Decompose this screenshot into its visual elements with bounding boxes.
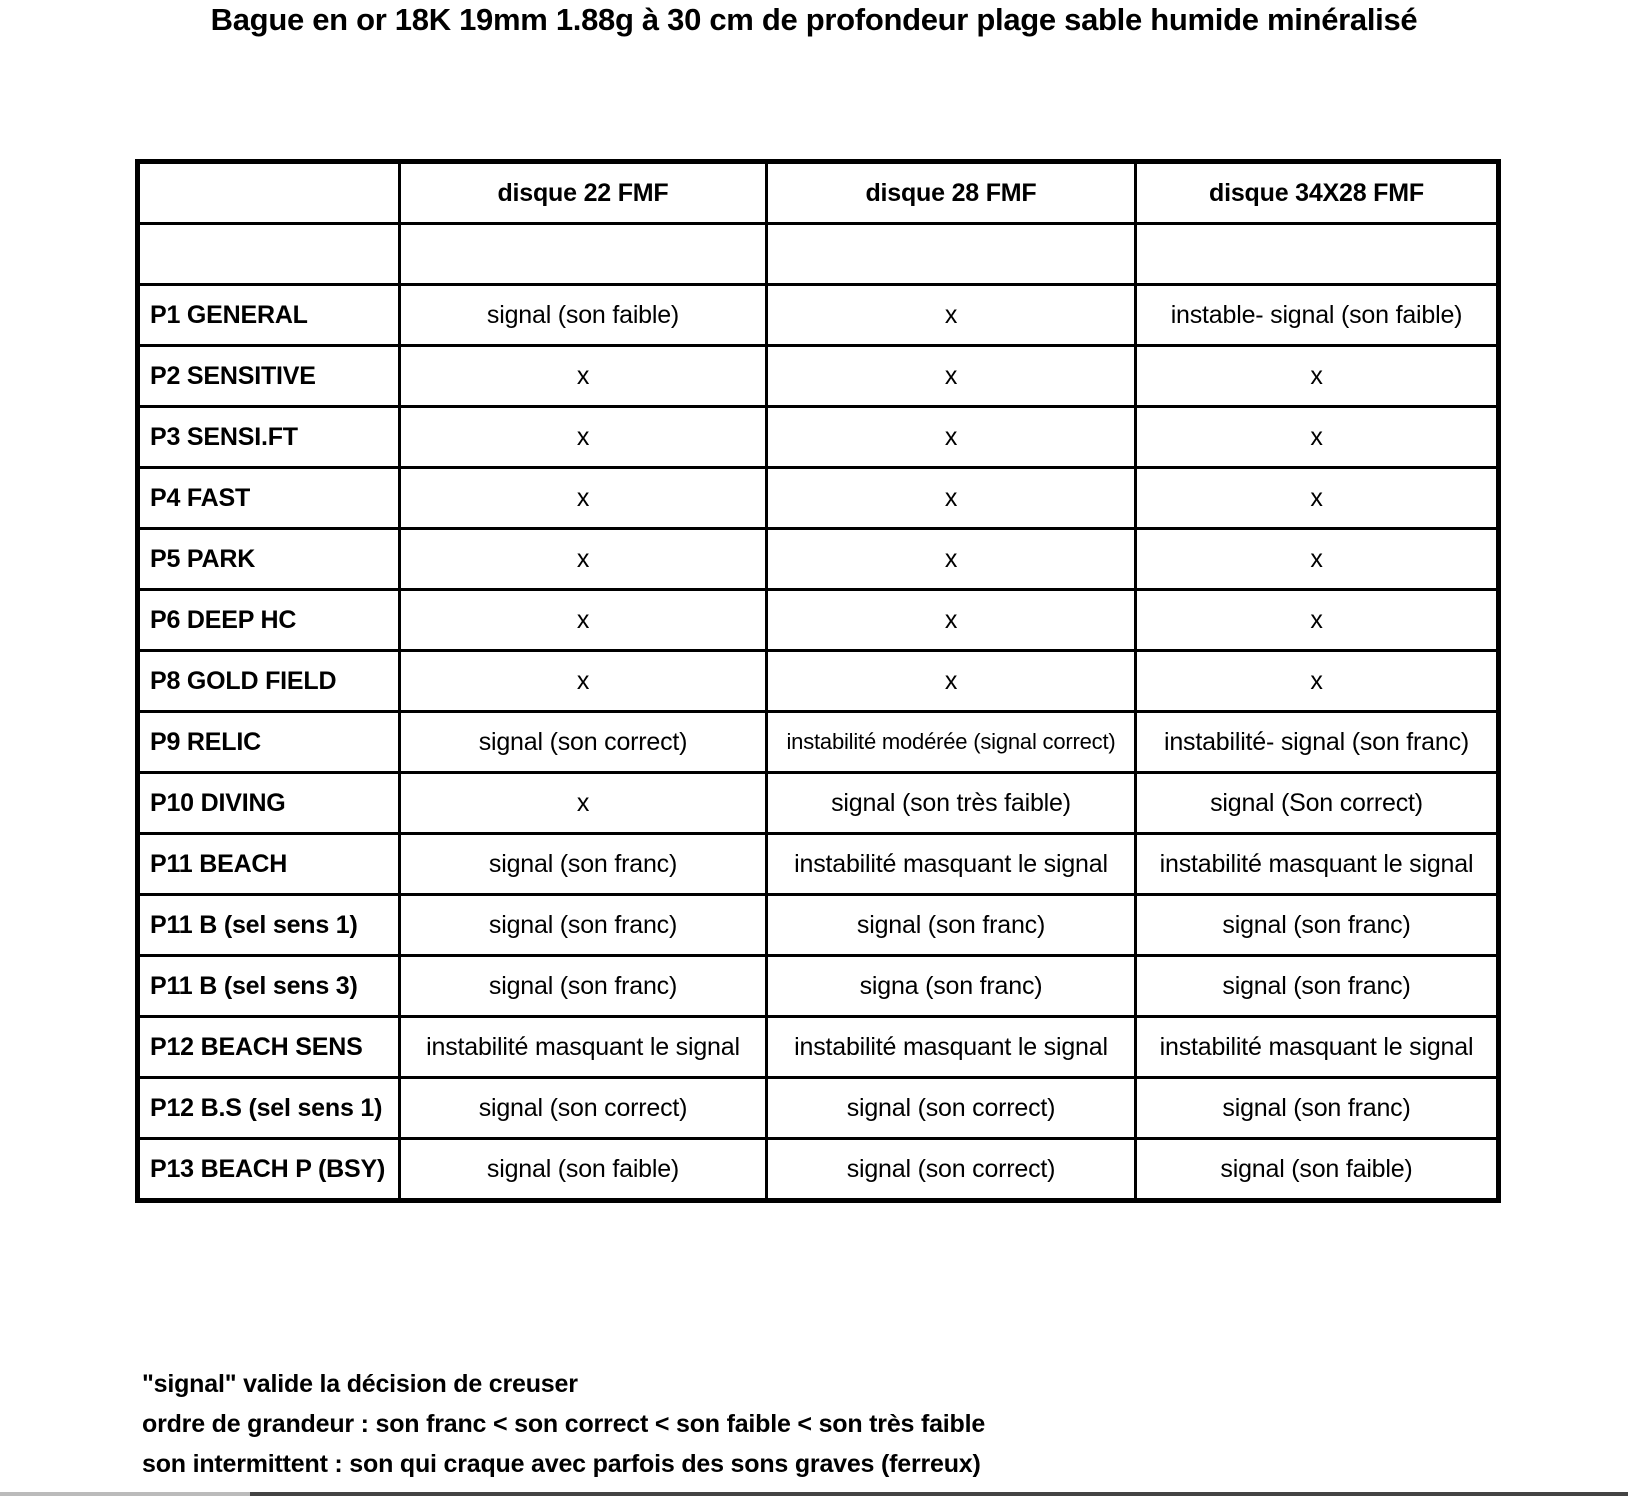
table-row	[138, 895, 1499, 956]
table-cell: x	[400, 346, 767, 407]
table-cell: instabilité masquant le signal	[1136, 834, 1499, 895]
table-cell: signal (son franc)	[400, 895, 767, 956]
table-cell: x	[1136, 346, 1499, 407]
table-cell: x	[1136, 590, 1499, 651]
table-cell: x	[400, 773, 767, 834]
table-row	[138, 346, 1499, 407]
row-label: P13 BEACH P (BSY)	[138, 1139, 400, 1201]
table-cell: x	[400, 529, 767, 590]
table-cell: signal (son franc)	[1136, 1078, 1499, 1139]
note-line: ordre de grandeur : son franc < son correct < son faible < son très faible	[142, 1410, 986, 1438]
row-label: P11 B (sel sens 3)	[138, 956, 400, 1017]
table-cell: instabilité modérée (signal correct)	[767, 712, 1136, 773]
table-cell: instabilité masquant le signal	[767, 1017, 1136, 1078]
table-row	[138, 1139, 1499, 1201]
table-cell: signal (son faible)	[1136, 1139, 1499, 1201]
table-cell: x	[767, 529, 1136, 590]
row-label: P12 B.S (sel sens 1)	[138, 1078, 400, 1139]
table-cell: x	[1136, 529, 1499, 590]
table-cell: x	[400, 651, 767, 712]
table-cell: instable- signal (son faible)	[1136, 285, 1499, 346]
table-cell: signal (Son correct)	[1136, 773, 1499, 834]
table-cell: x	[767, 407, 1136, 468]
table-row	[138, 529, 1499, 590]
row-label: P1 GENERAL	[138, 285, 400, 346]
table-cell: instabilité masquant le signal	[400, 1017, 767, 1078]
table-cell: signal (son correct)	[767, 1139, 1136, 1201]
table-cell: x	[767, 651, 1136, 712]
table-cell: x	[767, 468, 1136, 529]
row-label: P6 DEEP HC	[138, 590, 400, 651]
table-cell: x	[1136, 468, 1499, 529]
table-cell: x	[400, 590, 767, 651]
scrollbar-track	[0, 1492, 250, 1496]
table-row	[138, 468, 1499, 529]
table-cell: signal (son très faible)	[767, 773, 1136, 834]
row-label: P9 RELIC	[138, 712, 400, 773]
table-cell: x	[767, 346, 1136, 407]
table-row	[138, 712, 1499, 773]
table-cell: x	[1136, 407, 1499, 468]
table-row	[138, 224, 1499, 285]
table-cell: x	[400, 407, 767, 468]
table-row	[138, 834, 1499, 895]
table-cell: instabilité masquant le signal	[767, 834, 1136, 895]
legend-notes	[142, 1364, 985, 1484]
table-cell: signal (son franc)	[767, 895, 1136, 956]
table-header-row	[138, 162, 1499, 224]
column-header: disque 34X28 FMF	[1136, 162, 1499, 224]
page-title: Bague en or 18K 19mm 1.88g à 30 cm de profondeur plage sable humide minéralisé	[210, 2, 1418, 37]
column-header: disque 22 FMF	[400, 162, 767, 224]
table-row	[138, 773, 1499, 834]
note-line: son intermittent : son qui craque avec parfois des sons graves (ferreux)	[142, 1450, 981, 1478]
scrollbar-thumb[interactable]	[250, 1492, 1628, 1496]
row-label: P10 DIVING	[138, 773, 400, 834]
table-cell: instabilité- signal (son franc)	[1136, 712, 1499, 773]
column-header: disque 28 FMF	[767, 162, 1136, 224]
table-row	[138, 1078, 1499, 1139]
table-row	[138, 285, 1499, 346]
note-line: "signal" valide la décision de creuser	[142, 1370, 578, 1398]
table-cell: signal (son faible)	[400, 1139, 767, 1201]
table-cell	[1136, 224, 1499, 285]
row-label: P4 FAST	[138, 468, 400, 529]
row-label	[138, 224, 400, 285]
table-cell: signal (son franc)	[400, 956, 767, 1017]
results-table	[135, 159, 1501, 1203]
row-label: P11 BEACH	[138, 834, 400, 895]
column-header	[138, 162, 400, 224]
table-row	[138, 1017, 1499, 1078]
row-label: P11 B (sel sens 1)	[138, 895, 400, 956]
table-cell	[400, 224, 767, 285]
table-cell: instabilité masquant le signal	[1136, 1017, 1499, 1078]
table-cell: x	[400, 468, 767, 529]
table-row	[138, 651, 1499, 712]
table-cell: signa (son franc)	[767, 956, 1136, 1017]
row-label: P2 SENSITIVE	[138, 346, 400, 407]
table-cell: signal (son franc)	[1136, 956, 1499, 1017]
row-label: P5 PARK	[138, 529, 400, 590]
table-cell: x	[767, 285, 1136, 346]
table-cell: signal (son correct)	[400, 712, 767, 773]
table-cell	[767, 224, 1136, 285]
table-cell: signal (son faible)	[400, 285, 767, 346]
table-cell: x	[767, 590, 1136, 651]
table-cell: signal (son franc)	[400, 834, 767, 895]
row-label: P3 SENSI.FT	[138, 407, 400, 468]
table-row	[138, 956, 1499, 1017]
table-row	[138, 407, 1499, 468]
table-cell: signal (son franc)	[1136, 895, 1499, 956]
table-row	[138, 590, 1499, 651]
row-label: P8 GOLD FIELD	[138, 651, 400, 712]
table-cell: signal (son correct)	[400, 1078, 767, 1139]
table-cell: signal (son correct)	[767, 1078, 1136, 1139]
table-cell: x	[1136, 651, 1499, 712]
row-label: P12 BEACH SENS	[138, 1017, 400, 1078]
